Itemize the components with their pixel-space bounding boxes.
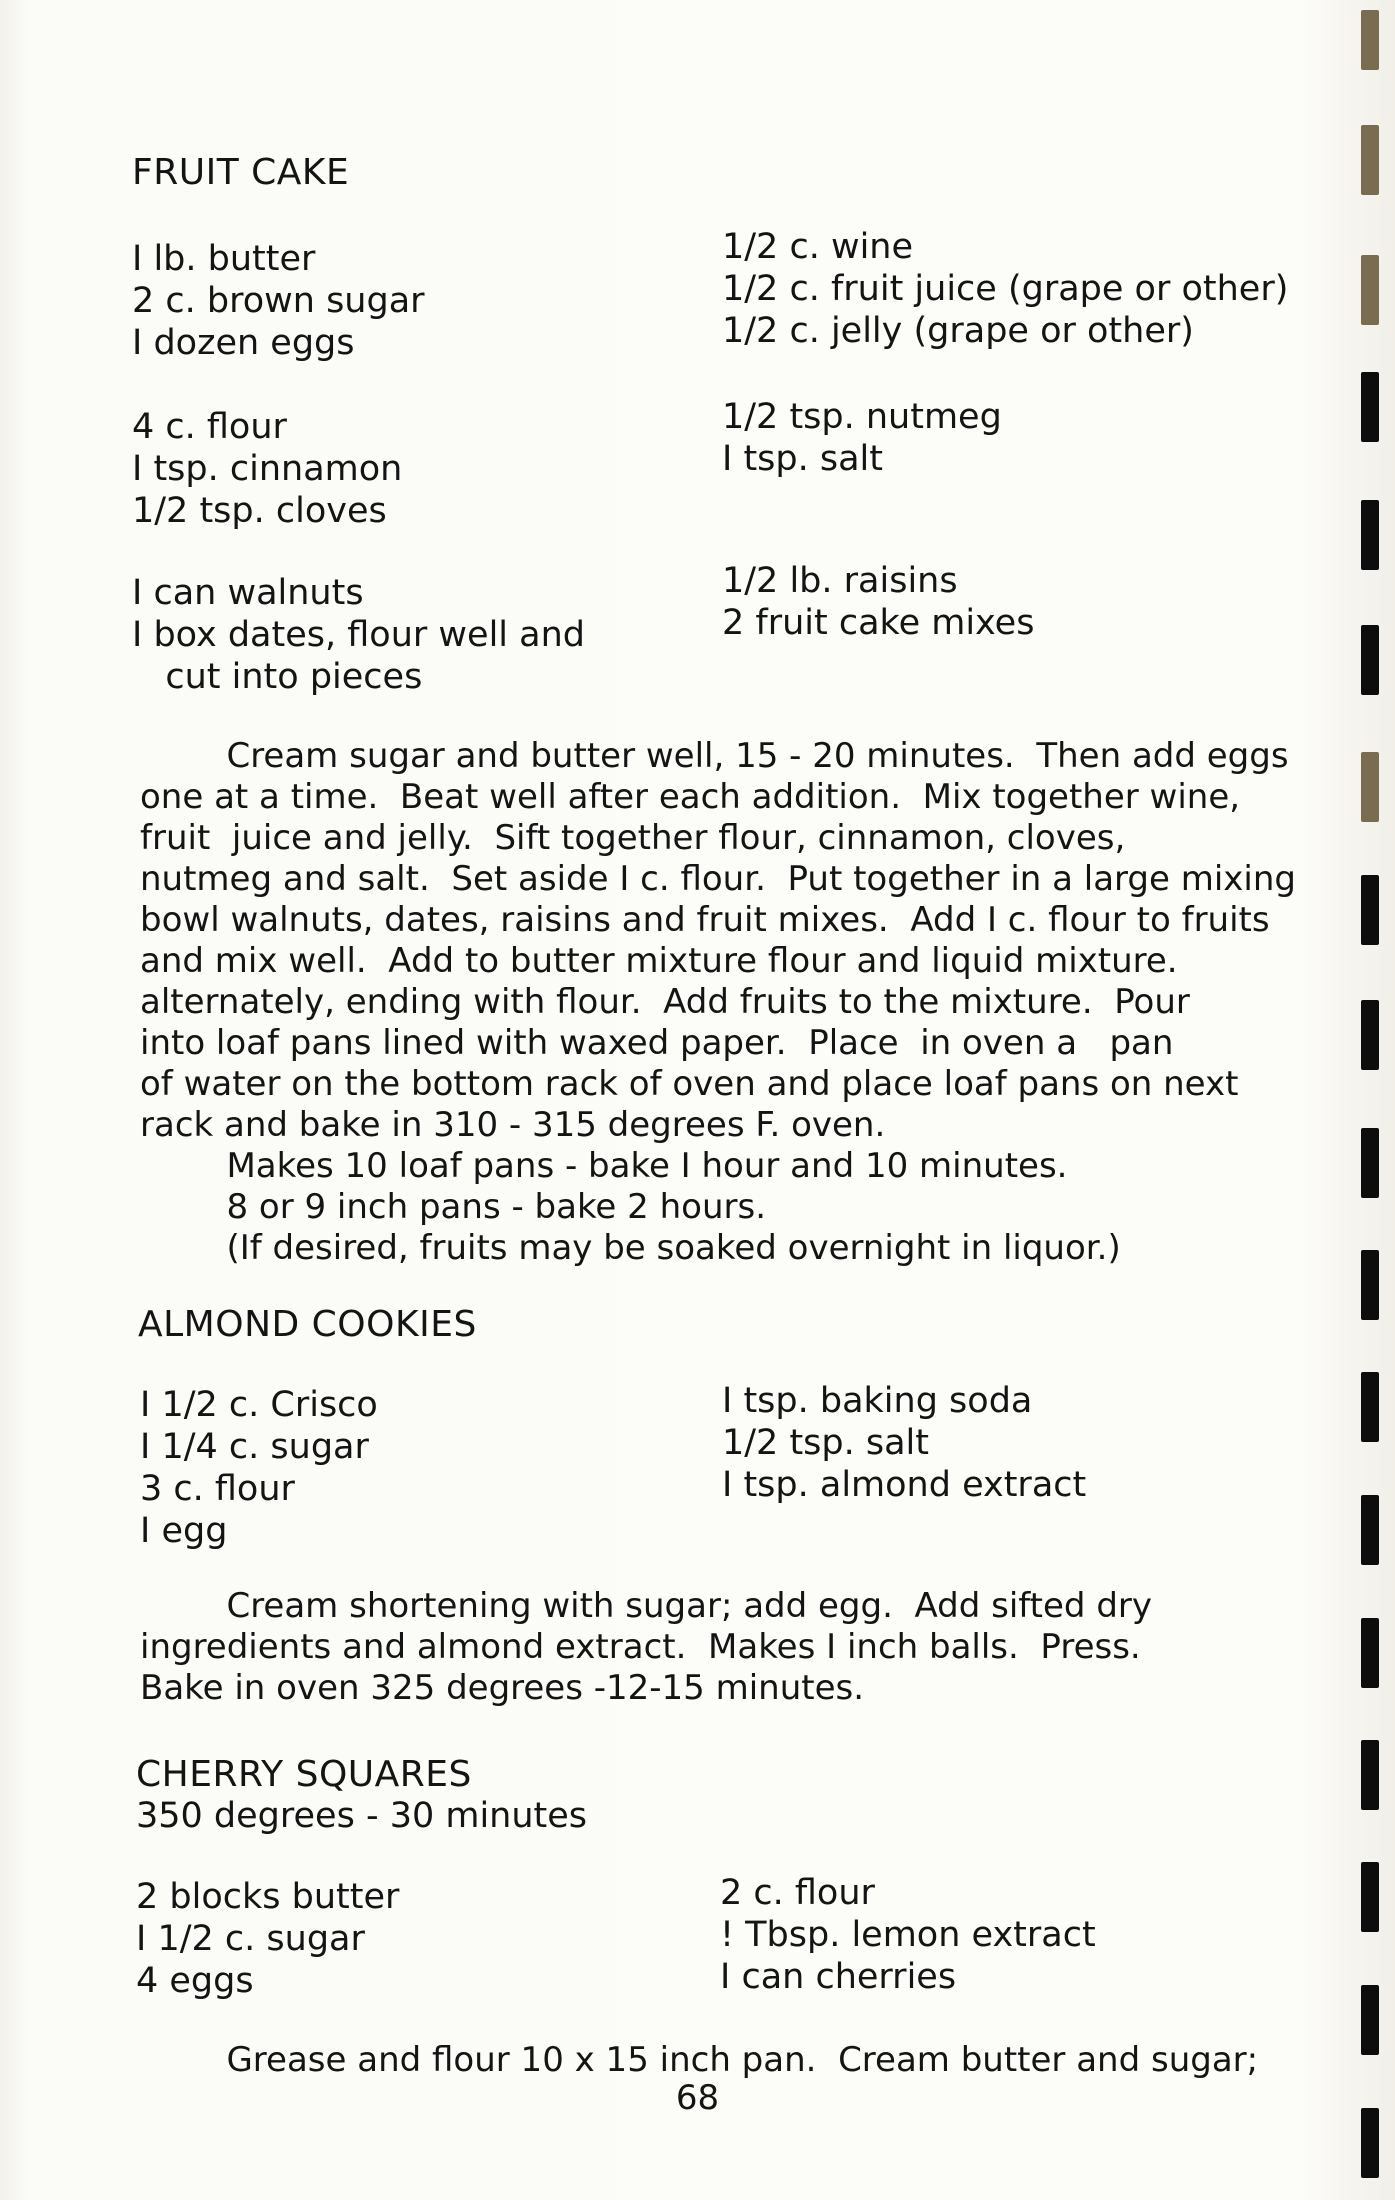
ingredients-left-group-3 [132, 572, 585, 698]
directions-line: Grease and flour 10 x 15 inch pan. Cream butter and sugar; [140, 2040, 1259, 2080]
directions-line: Cream shortening with sugar; add egg. Add sifted dry [140, 1586, 1152, 1626]
directions-line: and mix well. Add to butter mixture flour and liquid mixture. [140, 941, 1178, 981]
directions-line: rack and bake in 310 - 315 degrees F. oven. [140, 1105, 886, 1145]
ingredient: 4 eggs [136, 1961, 254, 2001]
ingredient: I tsp. baking soda [722, 1381, 1033, 1421]
directions-line: of water on the bottom rack of oven and place loaf pans on next [140, 1064, 1239, 1104]
directions-line: nutmeg and salt. Set aside I c. flour. Put together in a large mixing [140, 859, 1296, 899]
ingredients-left-group-2 [132, 406, 402, 532]
directions-line: (If desired, fruits may be soaked overnight in liquor.) [140, 1228, 1121, 1268]
recipe-subtitle-cherry-squares: 350 degrees - 30 minutes [136, 1796, 588, 1836]
directions-line: Bake in oven 325 degrees -12-15 minutes. [140, 1668, 865, 1708]
ingredients-right-group-2 [722, 396, 1002, 480]
ingredient: I 1/4 c. sugar [140, 1427, 369, 1467]
ingredient: I tsp. salt [722, 439, 884, 479]
ingredients-left-almond [140, 1384, 378, 1552]
recipe-title-fruit-cake: FRUIT CAKE [132, 152, 350, 193]
ingredients-right-group-1 [722, 226, 1288, 352]
directions-fruit-cake [140, 736, 1296, 1269]
recipe-title-almond-cookies: ALMOND COOKIES [138, 1304, 477, 1345]
directions-line: 8 or 9 inch pans - bake 2 hours. [140, 1187, 766, 1227]
directions-line: ingredients and almond extract. Makes I inch balls. Press. [140, 1627, 1141, 1667]
ingredient: I 1/2 c. Crisco [140, 1385, 378, 1425]
ingredient: cut into pieces [132, 657, 423, 697]
directions-line: alternately, ending with flour. Add fruits to the mixture. Pour [140, 982, 1190, 1022]
ingredient: I dozen eggs [132, 323, 355, 363]
ingredient: I can walnuts [132, 573, 364, 613]
ingredients-right-group-3 [722, 560, 1034, 644]
ingredient: ! Tbsp. lemon extract [720, 1915, 1096, 1955]
directions-line: Cream sugar and butter well, 15 - 20 minutes. Then add eggs [140, 736, 1289, 776]
directions-line: Makes 10 loaf pans - bake I hour and 10 minutes. [140, 1146, 1068, 1186]
ingredient: 1/2 c. wine [722, 227, 914, 267]
ingredient: I lb. butter [132, 239, 316, 279]
ingredient: 3 c. flour [140, 1469, 295, 1509]
ingredients-right-almond [722, 1380, 1086, 1506]
spiral-binding [1361, 0, 1381, 2200]
ingredient: 2 c. flour [720, 1873, 875, 1913]
ingredient: I box dates, flour well and [132, 615, 585, 655]
recipe-title-cherry-squares: CHERRY SQUARES [136, 1754, 472, 1795]
ingredient: 1/2 c. jelly (grape or other) [722, 311, 1194, 351]
ingredient: 2 fruit cake mixes [722, 603, 1035, 643]
page-number: 68 [675, 2078, 720, 2118]
ingredients-left-cherry [136, 1876, 399, 2002]
ingredient: 1/2 c. fruit juice (grape or other) [722, 269, 1289, 309]
ingredient: 2 blocks butter [136, 1877, 400, 1917]
ingredient: 1/2 lb. raisins [722, 561, 958, 601]
ingredient: 4 c. flour [132, 407, 287, 447]
ingredient: I tsp. cinnamon [132, 449, 403, 489]
directions-line: fruit juice and jelly. Sift together flour, cinnamon, cloves, [140, 818, 1126, 858]
directions-cherry-squares [140, 2040, 1258, 2081]
ingredient: I egg [140, 1511, 228, 1551]
directions-almond-cookies [140, 1586, 1152, 1709]
ingredient: 2 c. brown sugar [132, 281, 425, 321]
ingredient: 1/2 tsp. cloves [132, 491, 387, 531]
ingredient: 1/2 tsp. salt [722, 1423, 930, 1463]
ingredient: I 1/2 c. sugar [136, 1919, 365, 1959]
ingredients-right-cherry [720, 1872, 1096, 1998]
directions-line: bowl walnuts, dates, raisins and fruit mixes. Add I c. flour to fruits [140, 900, 1270, 940]
directions-line: into loaf pans lined with waxed paper. Place in oven a pan [140, 1023, 1174, 1063]
ingredient: 1/2 tsp. nutmeg [722, 397, 1002, 437]
ingredients-left-group-1 [132, 238, 425, 364]
ingredient: I can cherries [720, 1957, 957, 1997]
ingredient: I tsp. almond extract [722, 1465, 1087, 1505]
directions-line: one at a time. Beat well after each addition. Mix together wine, [140, 777, 1241, 817]
